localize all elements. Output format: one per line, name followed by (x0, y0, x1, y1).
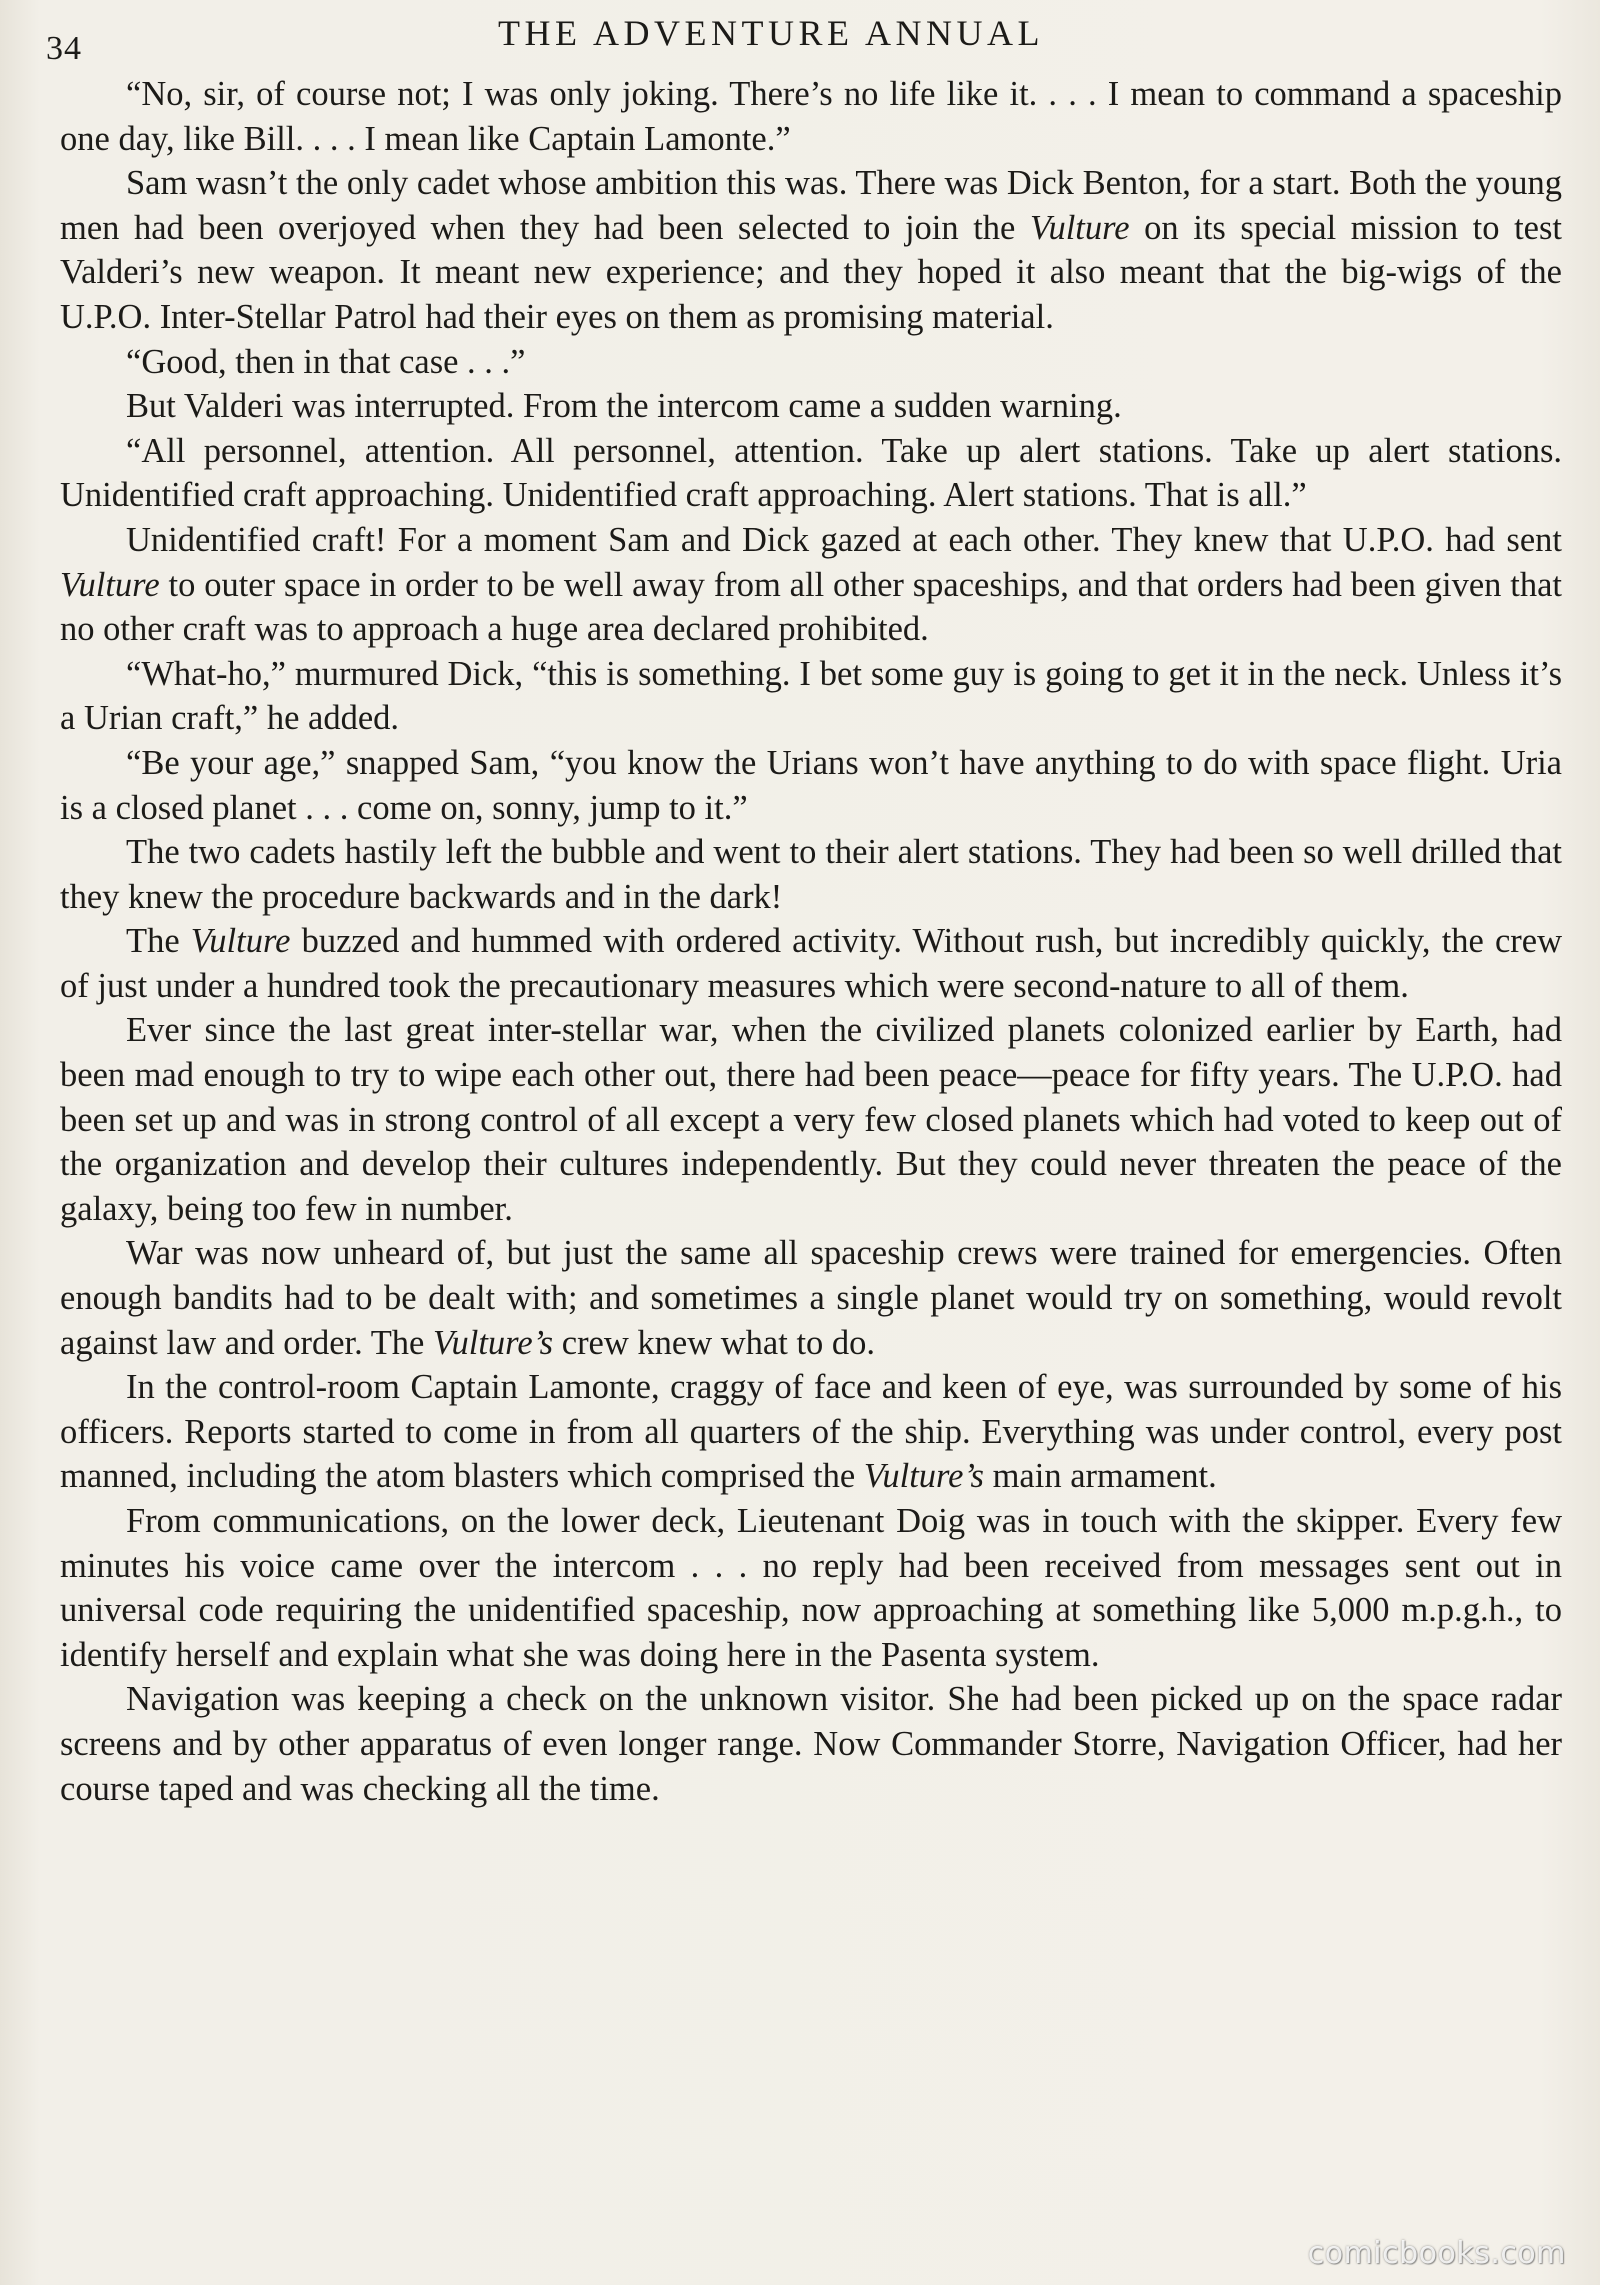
italic-ship-name: Vulture’s (863, 1457, 984, 1496)
page-header (0, 8, 1600, 67)
page-number: 34 (46, 30, 82, 67)
running-title: THE ADVENTURE ANNUAL (498, 13, 1044, 53)
italic-ship-name: Vulture’s (433, 1323, 554, 1362)
paragraph: “Be your age,” snapped Sam, “you know the Urians won’t have anything to do with space flight. Uria is a closed planet . . . come on, sonny, jump to it.” (60, 743, 1562, 827)
italic-ship-name: Vulture (190, 922, 291, 961)
paragraph: Unidentified craft! For a moment Sam and Dick gazed at each other. They knew that U.P.O. had sent Vulture to outer space in order to be well away from all other spaceships, and that orders had been given that no other craft was to approach a huge area declared prohibited. (60, 520, 1562, 649)
paragraph: “No, sir, of course not; I was only joking. There’s no life like it. . . . I mean to command a spaceship one day, like Bill. . . . I mean like Captain Lamonte.” (60, 75, 1562, 158)
paragraph: But Valderi was interrupted. From the intercom came a sudden warning. (126, 387, 1122, 426)
italic-ship-name: Vulture (60, 565, 160, 604)
paragraph: The two cadets hastily left the bubble and went to their alert stations. They had been so well drilled that they knew the procedure backwards and in the dark! (60, 833, 1562, 916)
paragraph: From communications, on the lower deck, Lieutenant Doig was in touch with the skipper. Every few minutes his voice came over the intercom . . . no reply had been received from messages sent out in universal code requiring the unidentified spaceship, now approaching at something like 5,000 m.p.g.h., to identify herself and explain what she was doing here in the Pasenta system. (60, 1502, 1562, 1674)
paragraph: Sam wasn’t the only cadet whose ambition this was. There was Dick Benton, for a start. Both the young men had been overjoyed when they had been selected to join the Vulture on its special mission to test Valderi’s new weapon. It meant new experience; and they hoped it also meant that the big-wigs of the U.P.O. Inter-Stellar Patrol had their eyes on them as promising material. (60, 164, 1562, 336)
watermark-logo: comicbooks.com (1307, 2236, 1566, 2271)
story-text (60, 72, 1562, 1811)
paragraph: War was now unheard of, but just the same all spaceship crews were trained for emergencies. Often enough bandits had to be dealt with; and sometimes a single planet would try on something, would revolt against law and order. The Vulture’s crew knew what to do. (60, 1234, 1562, 1362)
paragraph: In the control-room Captain Lamonte, craggy of face and keen of eye, was surrounded by some of his officers. Reports started to come in from all quarters of the ship. Everything was under control, every post manned, including the atom blasters which comprised the Vulture’s main armament. (60, 1368, 1562, 1496)
paragraph: “What-ho,” murmured Dick, “this is something. I bet some guy is going to get it in the neck. Unless it’s a Urian craft,” he added. (60, 654, 1562, 738)
paragraph: “Good, then in that case . . .” (126, 342, 526, 381)
paragraph: Ever since the last great inter-stellar war, when the civilized planets colonized earlier by Earth, had been mad enough to try to wipe each other out, there had been peace—peace for fifty years. The U.P.O. had been set up and was in strong control of all except a very few closed planets which had voted to keep out of the organization and develop their cultures independently. But they could never threaten the peace of the galaxy, being too few in number. (60, 1011, 1562, 1228)
paragraph: Navigation was keeping a check on the unknown visitor. She had been picked up on the space radar screens and by other apparatus of even longer range. Now Commander Storre, Navigation Officer, had her course taped and was checking all the time. (60, 1680, 1562, 1808)
paragraph: The Vulture buzzed and hummed with ordered activity. Without rush, but incredibly quickly, the crew of just under a hundred took the precautionary measures which were second-nature to all of them. (60, 922, 1562, 1005)
italic-ship-name: Vulture (1029, 208, 1130, 247)
paragraph: “All personnel, attention. All personnel, attention. Take up alert stations. Take up alert stations. Unidentified craft approaching. Unidentified craft approaching. Alert stations. That is all.” (60, 431, 1562, 515)
